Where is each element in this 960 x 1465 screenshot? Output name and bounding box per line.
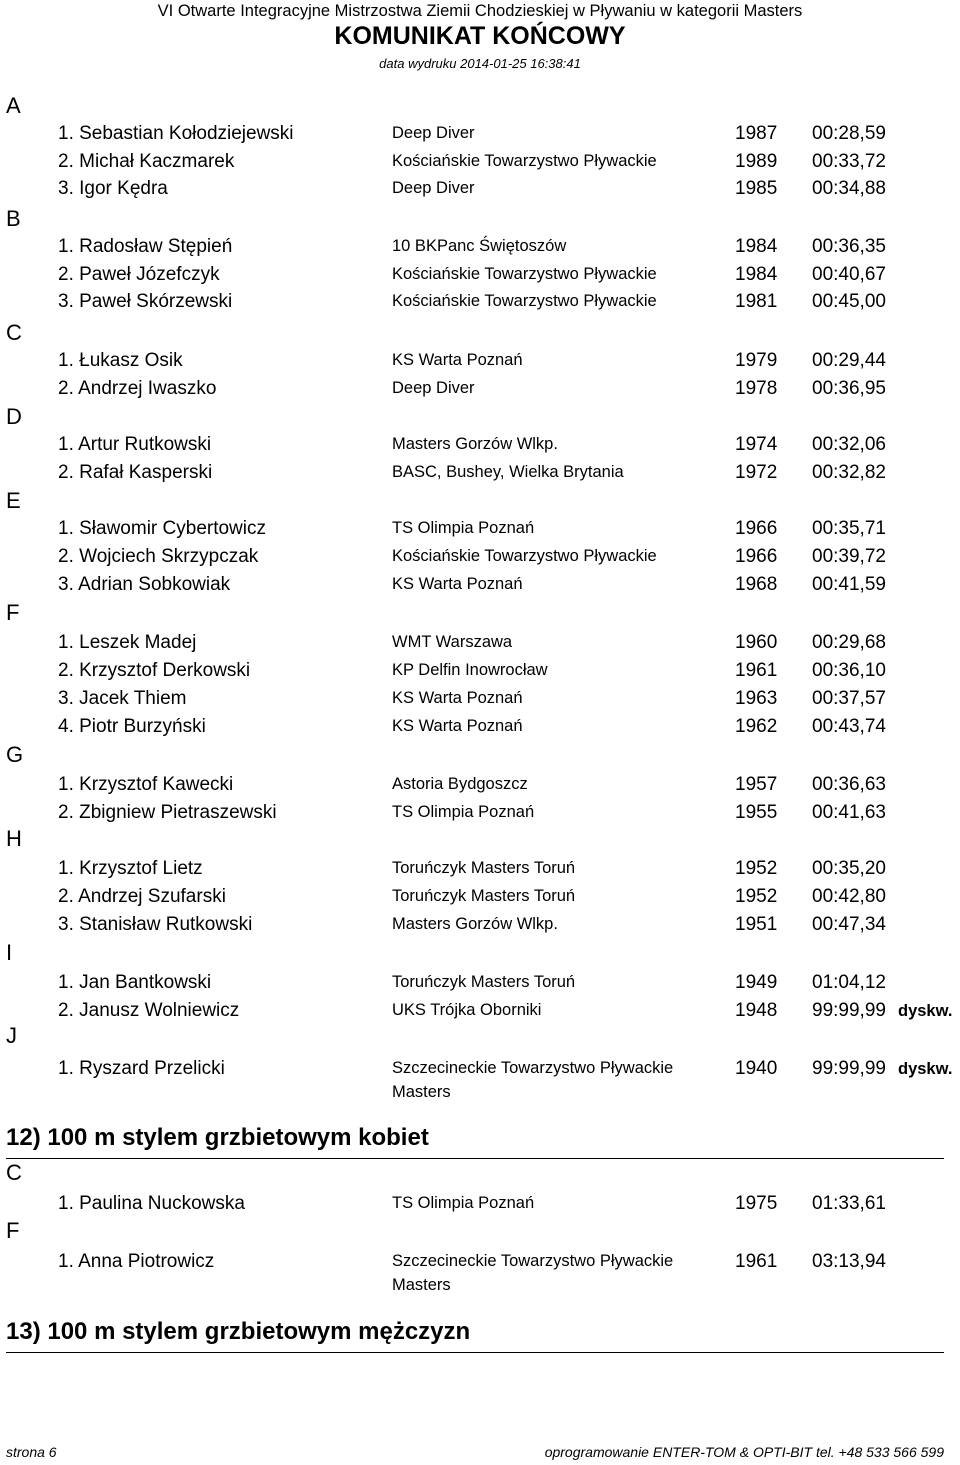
result-time: 99:99,99 — [812, 1000, 886, 1021]
age-group-letter: G — [6, 742, 24, 767]
club-name: UKS Trójka Oborniki — [392, 1001, 542, 1019]
result-row — [0, 291, 960, 317]
birth-year: 1972 — [735, 462, 778, 483]
result-row — [0, 774, 960, 800]
result-time: 00:32,82 — [812, 462, 886, 483]
result-time: 00:40,67 — [812, 264, 886, 285]
swimmer-name: 1. Krzysztof Kawecki — [58, 774, 234, 795]
result-row — [0, 151, 960, 177]
result-time: 00:36,95 — [812, 378, 886, 399]
birth-year: 1940 — [735, 1058, 778, 1079]
club-name: Szczecineckie Towarzystwo Pływackie — [392, 1252, 674, 1270]
result-row — [0, 914, 960, 940]
result-time: 00:34,88 — [812, 178, 886, 199]
swimmer-name: 2. Rafał Kasperski — [58, 462, 213, 483]
section-13-heading — [6, 1318, 944, 1353]
swimmer-name: 2. Michał Kaczmarek — [58, 151, 235, 172]
birth-year: 1962 — [735, 716, 778, 737]
result-time: 00:28,59 — [812, 123, 886, 144]
birth-year: 1974 — [735, 434, 778, 455]
birth-year: 1966 — [735, 546, 778, 567]
birth-year: 1952 — [735, 886, 778, 907]
result-time: 99:99,99 — [812, 1058, 886, 1079]
result-row — [0, 434, 960, 460]
result-row — [0, 123, 960, 149]
result-row — [0, 858, 960, 884]
result-time: 00:36,63 — [812, 774, 886, 795]
birth-year: 1984 — [735, 236, 778, 257]
age-group-letter: E — [6, 488, 21, 513]
swimmer-name: 3. Jacek Thiem — [58, 688, 187, 709]
age-group-letter: H — [6, 826, 22, 851]
birth-year: 1984 — [735, 264, 778, 285]
result-row — [0, 802, 960, 828]
swimmer-name: 1. Radosław Stępień — [58, 236, 233, 257]
club-name: Deep Diver — [392, 379, 475, 397]
birth-year: 1949 — [735, 972, 778, 993]
swimmer-name: 2. Andrzej Iwaszko — [58, 378, 217, 399]
page-title: KOMUNIKAT KOŃCOWY — [334, 22, 626, 50]
disqualified-note: dyskw. — [898, 1002, 953, 1020]
disqualified-note: dyskw. — [898, 1060, 953, 1078]
result-row — [0, 688, 960, 714]
club-name: TS Olimpia Poznań — [392, 1194, 535, 1212]
swimmer-name: 2. Wojciech Skrzypczak — [58, 546, 259, 567]
result-time: 03:13,94 — [812, 1251, 886, 1272]
age-group-letter: J — [6, 1023, 17, 1048]
result-row — [0, 264, 960, 290]
section-title: 12) 100 m stylem grzbietowym kobiet — [6, 1124, 429, 1151]
result-time: 00:42,80 — [812, 886, 886, 907]
club-name: 10 BKPanc Świętoszów — [392, 237, 567, 255]
birth-year: 1951 — [735, 914, 778, 935]
birth-year: 1981 — [735, 291, 778, 312]
result-time: 00:33,72 — [812, 151, 886, 172]
age-group-letter: A — [6, 93, 21, 118]
club-name: Astoria Bydgoszcz — [392, 775, 528, 793]
result-time: 00:32,06 — [812, 434, 886, 455]
club-name: Kościańskie Towarzystwo Pływackie — [392, 265, 657, 283]
swimmer-name: 2. Krzysztof Derkowski — [58, 660, 251, 681]
swimmer-name: 1. Paulina Nuckowska — [58, 1193, 245, 1214]
swimmer-name: 2. Paweł Józefczyk — [58, 264, 220, 285]
competition-name: VI Otwarte Integracyjne Mistrzostwa Ziemii Chodzieskiej w Pływaniu w kategorii Masters — [157, 2, 803, 20]
swimmer-name: 1. Anna Piotrowicz — [58, 1251, 215, 1272]
result-row — [0, 546, 960, 572]
club-name: Masters Gorzów Wlkp. — [392, 435, 558, 453]
swimmer-name: 1. Jan Bantkowski — [58, 972, 212, 993]
result-row — [0, 1058, 960, 1101]
age-group-letter: F — [6, 1218, 20, 1243]
result-time: 01:04,12 — [812, 972, 886, 993]
result-row — [0, 462, 960, 488]
birth-year: 1960 — [735, 632, 778, 653]
result-time: 00:45,00 — [812, 291, 886, 312]
birth-year: 1948 — [735, 1000, 778, 1021]
section-title: 13) 100 m stylem grzbietowym mężczyzn — [6, 1318, 471, 1345]
club-name: TS Olimpia Poznań — [392, 803, 535, 821]
club-name-cont: Masters — [392, 1083, 451, 1101]
swimmer-name: 2. Janusz Wolniewicz — [58, 1000, 240, 1021]
swimmer-name: 4. Piotr Burzyński — [58, 716, 206, 737]
software-credit: oprogramowanie ENTER-TOM & OPTI-BIT tel. +48 533 566 599 — [544, 1444, 944, 1460]
birth-year: 1968 — [735, 574, 778, 595]
birth-year: 1985 — [735, 178, 778, 199]
swimmer-name: 1. Łukasz Osik — [58, 350, 183, 371]
result-row — [0, 1251, 960, 1294]
result-time: 00:37,57 — [812, 688, 886, 709]
club-name: KS Warta Poznań — [392, 575, 523, 593]
age-group-letter: C — [6, 320, 22, 345]
swimmer-name: 3. Paweł Skórzewski — [58, 291, 233, 312]
result-time: 01:33,61 — [812, 1193, 886, 1214]
result-time: 00:43,74 — [812, 716, 886, 737]
swimmer-name: 2. Andrzej Szufarski — [58, 886, 226, 907]
club-name: WMT Warszawa — [392, 633, 513, 651]
result-time: 00:36,35 — [812, 236, 886, 257]
section-12-heading — [6, 1124, 944, 1159]
result-row — [0, 1000, 960, 1026]
club-name: Toruńczyk Masters Toruń — [392, 973, 576, 991]
swimmer-name: 1. Leszek Madej — [58, 632, 197, 653]
print-date: data wydruku 2014-01-25 16:38:41 — [379, 56, 581, 71]
age-group-letter: I — [6, 940, 13, 965]
result-row — [0, 716, 960, 742]
birth-year: 1966 — [735, 518, 778, 539]
swimmer-name: 1. Artur Rutkowski — [58, 434, 212, 455]
result-row — [0, 574, 960, 600]
result-row — [0, 886, 960, 912]
birth-year: 1961 — [735, 660, 778, 681]
birth-year: 1989 — [735, 151, 778, 172]
swimmer-name: 1. Ryszard Przelicki — [58, 1058, 225, 1079]
club-name: KP Delfin Inowrocław — [392, 661, 548, 679]
birth-year: 1975 — [735, 1193, 778, 1214]
page-number: strona 6 — [6, 1444, 57, 1460]
club-name: Deep Diver — [392, 179, 475, 197]
result-time: 00:41,63 — [812, 802, 886, 823]
result-row — [0, 350, 960, 376]
result-time: 00:29,44 — [812, 350, 886, 371]
club-name: TS Olimpia Poznań — [392, 519, 535, 537]
age-group-letter: D — [6, 404, 22, 429]
club-name: KS Warta Poznań — [392, 689, 523, 707]
swimmer-name: 1. Sebastian Kołodziejewski — [58, 123, 294, 144]
result-time: 00:35,20 — [812, 858, 886, 879]
club-name: KS Warta Poznań — [392, 717, 523, 735]
birth-year: 1961 — [735, 1251, 778, 1272]
birth-year: 1963 — [735, 688, 778, 709]
result-row — [0, 972, 960, 998]
swimmer-name: 3. Adrian Sobkowiak — [58, 574, 231, 595]
age-group-letter: C — [6, 1160, 22, 1185]
birth-year: 1957 — [735, 774, 778, 795]
age-group-letter: B — [6, 206, 21, 231]
result-time: 00:35,71 — [812, 518, 886, 539]
swimmer-name: 2. Zbigniew Pietraszewski — [58, 802, 277, 823]
club-name: Kościańskie Towarzystwo Pływackie — [392, 292, 657, 310]
club-name: Masters Gorzów Wlkp. — [392, 915, 558, 933]
result-row — [0, 1193, 960, 1219]
club-name: BASC, Bushey, Wielka Brytania — [392, 463, 624, 481]
club-name: KS Warta Poznań — [392, 351, 523, 369]
result-time: 00:39,72 — [812, 546, 886, 567]
birth-year: 1955 — [735, 802, 778, 823]
club-name: Toruńczyk Masters Toruń — [392, 859, 576, 877]
club-name-cont: Masters — [392, 1276, 451, 1294]
swimmer-name: 3. Igor Kędra — [58, 178, 168, 199]
birth-year: 1978 — [735, 378, 778, 399]
result-time: 00:36,10 — [812, 660, 886, 681]
age-group-letter: F — [6, 600, 20, 625]
club-name: Toruńczyk Masters Toruń — [392, 887, 576, 905]
club-name: Szczecineckie Towarzystwo Pływackie — [392, 1059, 674, 1077]
club-name: Kościańskie Towarzystwo Pływackie — [392, 547, 657, 565]
result-time: 00:29,68 — [812, 632, 886, 653]
result-row — [0, 378, 960, 404]
result-row — [0, 660, 960, 686]
result-time: 00:47,34 — [812, 914, 886, 935]
result-row — [0, 632, 960, 658]
birth-year: 1987 — [735, 123, 778, 144]
club-name: Kościańskie Towarzystwo Pływackie — [392, 152, 657, 170]
birth-year: 1979 — [735, 350, 778, 371]
club-name: Deep Diver — [392, 124, 475, 142]
result-row — [0, 518, 960, 544]
result-time: 00:41,59 — [812, 574, 886, 595]
swimmer-name: 1. Krzysztof Lietz — [58, 858, 203, 879]
swimmer-name: 1. Sławomir Cybertowicz — [58, 518, 266, 539]
birth-year: 1952 — [735, 858, 778, 879]
result-row — [0, 236, 960, 262]
swimmer-name: 3. Stanisław Rutkowski — [58, 914, 253, 935]
result-row — [0, 178, 960, 204]
